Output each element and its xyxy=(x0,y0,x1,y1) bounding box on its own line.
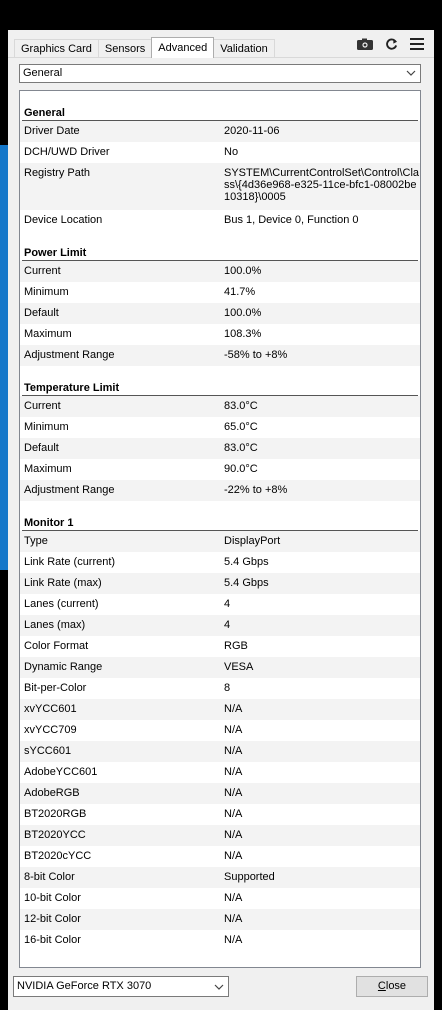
info-row[interactable] xyxy=(20,396,420,417)
info-row[interactable] xyxy=(20,573,420,594)
info-key: 16-bit Color xyxy=(24,934,81,946)
category-dropdown-value: General xyxy=(23,67,63,79)
info-row[interactable] xyxy=(20,303,420,324)
info-value: N/A xyxy=(224,850,243,862)
info-value: N/A xyxy=(224,913,243,925)
info-row[interactable] xyxy=(20,324,420,345)
info-key: Adjustment Range xyxy=(24,484,115,496)
info-value: N/A xyxy=(224,724,243,736)
info-key: Maximum xyxy=(24,463,72,475)
gpu-select-value: NVIDIA GeForce RTX 3070 xyxy=(17,980,152,992)
info-value: N/A xyxy=(224,892,243,904)
section-header xyxy=(20,366,420,396)
gpu-z-window xyxy=(8,30,434,1010)
toolbar-icons xyxy=(356,36,426,52)
info-key: Adjustment Range xyxy=(24,349,115,361)
info-row[interactable] xyxy=(20,121,420,142)
info-row[interactable] xyxy=(20,783,420,804)
close-button[interactable] xyxy=(356,976,428,997)
camera-icon[interactable] xyxy=(356,36,374,52)
info-key: Default xyxy=(24,442,59,454)
info-key: Driver Date xyxy=(24,125,80,137)
info-value: 100.0% xyxy=(224,265,262,277)
info-value: N/A xyxy=(224,766,243,778)
info-row[interactable] xyxy=(20,261,420,282)
info-value: -58% to +8% xyxy=(224,349,288,361)
info-key: AdobeRGB xyxy=(24,787,80,799)
info-key: Minimum xyxy=(24,286,69,298)
menu-icon[interactable] xyxy=(408,36,426,52)
info-key: Bit-per-Color xyxy=(24,682,87,694)
details-panel[interactable] xyxy=(19,90,421,968)
info-key: BT2020YCC xyxy=(24,829,86,841)
info-value: 5.4 Gbps xyxy=(224,577,269,589)
info-row[interactable] xyxy=(20,417,420,438)
info-key: sYCC601 xyxy=(24,745,72,757)
info-key: Link Rate (max) xyxy=(24,577,102,589)
section-header xyxy=(20,501,420,531)
info-row[interactable] xyxy=(20,142,420,163)
info-row[interactable] xyxy=(20,163,420,210)
info-value: N/A xyxy=(224,808,243,820)
info-row[interactable] xyxy=(20,594,420,615)
info-key: AdobeYCC601 xyxy=(24,766,98,778)
info-key: Dynamic Range xyxy=(24,661,103,673)
tab-divider xyxy=(8,57,434,58)
info-row[interactable] xyxy=(20,846,420,867)
info-value: 8 xyxy=(224,682,231,694)
info-value: 4 xyxy=(224,598,231,610)
info-key: xvYCC709 xyxy=(24,724,77,736)
info-key: Link Rate (current) xyxy=(24,556,116,568)
info-key: Minimum xyxy=(24,421,69,433)
info-row[interactable] xyxy=(20,438,420,459)
info-row[interactable] xyxy=(20,888,420,909)
info-row[interactable] xyxy=(20,699,420,720)
close-button-label: lose xyxy=(385,980,407,992)
info-row[interactable] xyxy=(20,615,420,636)
info-value: -22% to +8% xyxy=(224,484,288,496)
chevron-down-icon xyxy=(406,67,416,84)
info-key: Color Format xyxy=(24,640,89,652)
info-key: Current xyxy=(24,265,61,277)
info-key: Current xyxy=(24,400,61,412)
info-key: 10-bit Color xyxy=(24,892,81,904)
info-value: N/A xyxy=(224,703,243,715)
info-row[interactable] xyxy=(20,762,420,783)
info-key: Maximum xyxy=(24,328,72,340)
info-row[interactable] xyxy=(20,678,420,699)
tab-bar xyxy=(14,37,274,57)
info-row[interactable] xyxy=(20,741,420,762)
info-row[interactable] xyxy=(20,282,420,303)
info-row[interactable] xyxy=(20,531,420,552)
tab-advanced[interactable]: Advanced xyxy=(151,37,214,58)
tab-validation[interactable]: Validation xyxy=(213,39,275,58)
info-row[interactable] xyxy=(20,825,420,846)
info-key: BT2020cYCC xyxy=(24,850,92,862)
category-dropdown[interactable] xyxy=(19,64,421,83)
section-title: General xyxy=(24,107,65,119)
gpu-select-dropdown[interactable] xyxy=(13,976,229,997)
info-value: 4 xyxy=(224,619,231,631)
info-value: N/A xyxy=(224,745,243,757)
chevron-down-icon xyxy=(214,980,224,999)
info-value: No xyxy=(224,146,239,158)
info-row[interactable] xyxy=(20,210,420,231)
refresh-icon[interactable] xyxy=(382,36,400,52)
info-value: 41.7% xyxy=(224,286,256,298)
info-row[interactable] xyxy=(20,345,420,366)
info-value: 108.3% xyxy=(224,328,262,340)
tab-sensors[interactable]: Sensors xyxy=(98,39,152,58)
info-row[interactable] xyxy=(20,636,420,657)
info-value: N/A xyxy=(224,787,243,799)
section-title: Temperature Limit xyxy=(24,382,120,394)
info-key: BT2020RGB xyxy=(24,808,87,820)
section-title: Monitor 1 xyxy=(24,517,74,529)
info-value: 65.0°C xyxy=(224,421,258,433)
info-key: DCH/UWD Driver xyxy=(24,146,110,158)
section-title: Power Limit xyxy=(24,247,87,259)
info-key: Default xyxy=(24,307,59,319)
info-value: RGB xyxy=(224,640,248,652)
info-value: 2020-11-06 xyxy=(224,125,280,137)
info-key: Type xyxy=(24,535,48,547)
info-row[interactable] xyxy=(20,480,420,501)
info-row[interactable] xyxy=(20,909,420,930)
tab-graphics-card[interactable]: Graphics Card xyxy=(14,39,99,58)
info-key: 12-bit Color xyxy=(24,913,81,925)
info-value: VESA xyxy=(224,661,254,673)
info-value: DisplayPort xyxy=(224,535,281,547)
info-key: xvYCC601 xyxy=(24,703,77,715)
info-value: 100.0% xyxy=(224,307,262,319)
info-value: 5.4 Gbps xyxy=(224,556,269,568)
info-key: Registry Path xyxy=(24,167,91,179)
info-row[interactable] xyxy=(20,804,420,825)
info-key: 8-bit Color xyxy=(24,871,75,883)
info-row[interactable] xyxy=(20,657,420,678)
info-row[interactable] xyxy=(20,867,420,888)
info-row[interactable] xyxy=(20,459,420,480)
info-value: Supported xyxy=(224,871,275,883)
info-row[interactable] xyxy=(20,720,420,741)
close-button-mnemonic: C xyxy=(377,980,386,992)
info-value: 90.0°C xyxy=(224,463,258,475)
info-key: Lanes (max) xyxy=(24,619,86,631)
info-value: Bus 1, Device 0, Function 0 xyxy=(224,214,359,226)
info-key: Device Location xyxy=(24,214,103,226)
section-header xyxy=(20,91,420,121)
info-row[interactable] xyxy=(20,930,420,951)
info-value: 83.0°C xyxy=(224,442,258,454)
info-value: N/A xyxy=(224,934,243,946)
info-value: SYSTEM\CurrentControlSet\Control\Class\{4d36e968-e325-11ce-bfc1-08002be10318}\0005 xyxy=(224,167,420,203)
info-value: N/A xyxy=(224,829,243,841)
info-key: Lanes (current) xyxy=(24,598,99,610)
info-row[interactable] xyxy=(20,552,420,573)
info-value: 83.0°C xyxy=(224,400,258,412)
section-header xyxy=(20,231,420,261)
